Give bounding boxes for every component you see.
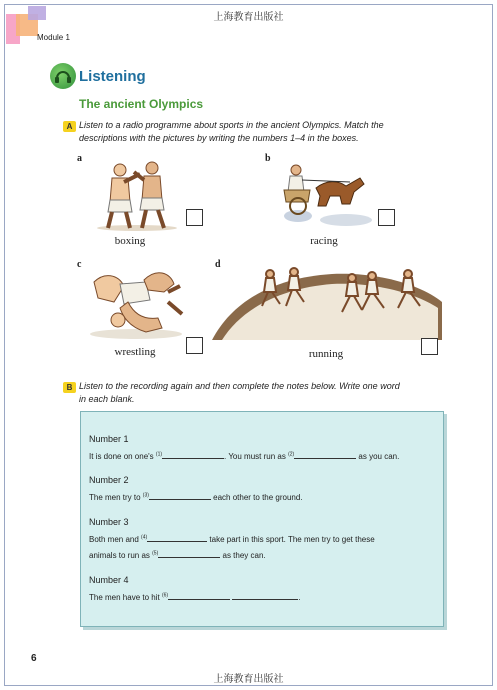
page-number: 6 (31, 653, 37, 664)
blank-number: (3) (142, 492, 149, 499)
blank-1[interactable] (162, 450, 224, 459)
part-a-instruction-line: descriptions with the pictures by writing the numbers 1–4 in the boxes. (79, 133, 359, 143)
boxing-illustration (94, 156, 180, 232)
note-heading-4: Number 4 (89, 575, 129, 585)
picture-letter-d: d (215, 259, 221, 270)
picture-letter-c: c (77, 259, 82, 270)
note-line (89, 591, 301, 602)
note-text: as you can. (356, 452, 400, 461)
note-text: each other to the ground. (210, 493, 303, 502)
blank-6a[interactable] (168, 591, 230, 600)
chariot-racing-illustration (276, 160, 376, 228)
blank-number: (4) (141, 534, 148, 541)
picture-letter-a: a (77, 153, 82, 164)
answer-box-d[interactable] (421, 338, 438, 355)
part-a-instruction-line: Listen to a radio programme about sports in the ancient Olympics. Match the (79, 120, 384, 130)
running-illustration (212, 262, 442, 340)
notes-panel (80, 411, 444, 627)
blank-number: (6) (161, 592, 169, 599)
note-text: . (298, 593, 301, 602)
note-text: . You must run as (224, 452, 289, 461)
answer-box-a[interactable] (186, 209, 203, 226)
headphones-icon (50, 63, 76, 89)
blank-3[interactable] (149, 491, 211, 500)
footer-publisher: 上海教育出版社 (213, 674, 284, 685)
lesson-subtitle: The ancient Olympics (79, 97, 204, 111)
note-text: Both men and (89, 535, 142, 544)
picture-caption-b: racing (310, 235, 338, 247)
note-text: The men have to hit (89, 593, 162, 602)
blank-4[interactable] (147, 533, 207, 542)
section-title: Listening (79, 68, 146, 85)
part-b-instruction-line: in each blank. (79, 394, 135, 404)
answer-box-c[interactable] (186, 337, 203, 354)
note-text: take part in this sport. The men try to get these (207, 535, 375, 544)
note-line (89, 491, 303, 502)
note-text: The men try to (89, 493, 143, 502)
picture-caption-a: boxing (114, 235, 146, 247)
note-line (89, 533, 375, 544)
note-line (89, 450, 399, 461)
wrestling-illustration (84, 262, 188, 340)
header-publisher: 上海教育出版社 (213, 12, 284, 23)
blank-2[interactable] (294, 450, 356, 459)
note-text: animals to run as (89, 551, 153, 560)
note-line (89, 549, 266, 560)
picture-letter-b: b (265, 153, 271, 164)
note-heading-1: Number 1 (89, 434, 129, 444)
answer-box-b[interactable] (378, 209, 395, 226)
blank-number: (2) (288, 451, 295, 458)
blank-6b[interactable] (232, 591, 301, 602)
blank-number: (1) (155, 451, 163, 458)
picture-caption-c: wrestling (114, 346, 156, 358)
note-text: It is done on one's (89, 452, 156, 461)
part-a-instruction (79, 119, 384, 145)
picture-caption-d: running (308, 348, 344, 360)
blank-5[interactable] (158, 549, 220, 558)
note-heading-3: Number 3 (89, 517, 129, 527)
module-label: Module 1 (37, 33, 70, 42)
part-b-instruction (79, 380, 400, 406)
part-b-instruction-line: Listen to the recording again and then complete the notes below. Write one word (79, 381, 400, 391)
note-heading-2: Number 2 (89, 475, 129, 485)
blank-number: (5) (152, 550, 159, 557)
part-b-badge: B (63, 382, 76, 393)
note-text: as they can. (220, 551, 266, 560)
part-a-badge: A (63, 121, 76, 132)
